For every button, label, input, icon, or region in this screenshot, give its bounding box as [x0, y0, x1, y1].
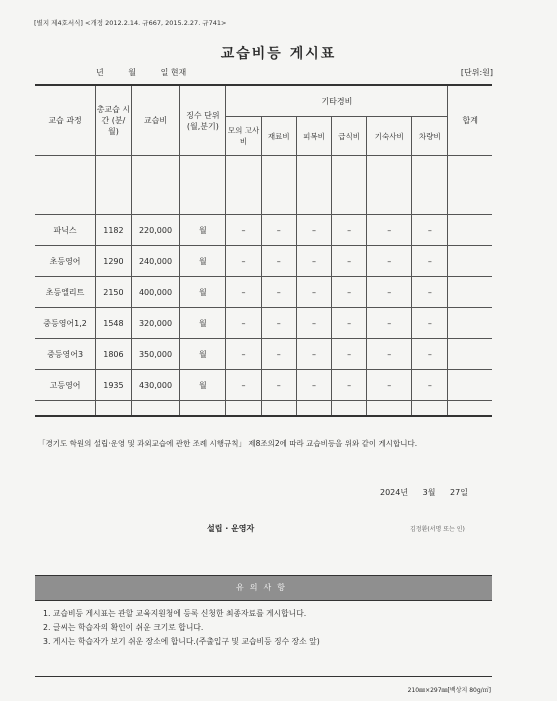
- total-cell: [448, 308, 492, 339]
- materials-cell: –: [261, 370, 296, 401]
- header-collection-unit: 징수 단위 (월,분기): [180, 85, 226, 156]
- header-materials: 재료비: [261, 117, 296, 156]
- form-note: [별지 제4호서식] <개정 2012.2.14. 규667, 2015.2.27. 규741>: [34, 19, 227, 27]
- time-cell: 1548: [96, 308, 132, 339]
- dormitory-cell: –: [367, 246, 412, 277]
- header-other-fees: 기타경비: [226, 85, 448, 117]
- vehicle-cell: –: [412, 308, 448, 339]
- time-cell: 1806: [96, 339, 132, 370]
- month-label: 월: [128, 68, 137, 77]
- unit-cell: 월: [180, 339, 226, 370]
- meals-cell: –: [332, 370, 367, 401]
- time-cell: 2150: [96, 277, 132, 308]
- header-clothing: 피복비: [296, 117, 331, 156]
- sign-month: 3월: [422, 488, 436, 497]
- fee-table: [35, 84, 492, 417]
- mock-exam-cell: –: [226, 370, 261, 401]
- unit-cell: 월: [180, 277, 226, 308]
- spacer-row: [35, 401, 492, 417]
- signature-name: 김정환(서명 또는 인): [410, 526, 465, 533]
- course-cell: 중등영어3: [35, 339, 96, 370]
- vehicle-cell: –: [412, 215, 448, 246]
- dormitory-cell: –: [367, 370, 412, 401]
- clothing-cell: –: [296, 277, 331, 308]
- materials-cell: –: [261, 246, 296, 277]
- table-row: [35, 246, 492, 277]
- as-of-date: [96, 67, 208, 78]
- note-item: 2. 글씨는 학습자의 확인이 쉬운 크기로 합니다.: [43, 623, 204, 632]
- header-vehicle: 차량비: [412, 117, 448, 156]
- total-cell: [448, 339, 492, 370]
- header-meals: 급식비: [332, 117, 367, 156]
- vehicle-cell: –: [412, 370, 448, 401]
- unit-cell: 월: [180, 370, 226, 401]
- operator-label: 설립 · 운영자: [207, 524, 255, 533]
- tuition-cell: 240,000: [131, 246, 180, 277]
- notes-box: [35, 575, 492, 677]
- header-mock-exam: 모의 고사비: [226, 117, 261, 156]
- vehicle-cell: –: [412, 277, 448, 308]
- materials-cell: –: [261, 339, 296, 370]
- tuition-cell: 400,000: [131, 277, 180, 308]
- header-total: 합계: [448, 85, 492, 156]
- meals-cell: –: [332, 339, 367, 370]
- statement-text: 「경기도 학원의 설립·운영 및 과외교습에 관한 조례 시행규칙」 제8조의2에 따라 교습비등을 위와 같이 게시합니다.: [38, 439, 418, 448]
- header-total-time: 총교습 시간 (분/월): [96, 85, 132, 156]
- table-row: [35, 308, 492, 339]
- meals-cell: –: [332, 308, 367, 339]
- notes-list: [43, 607, 492, 649]
- clothing-cell: –: [296, 215, 331, 246]
- mock-exam-cell: –: [226, 339, 261, 370]
- clothing-cell: –: [296, 246, 331, 277]
- unit-cell: 월: [180, 308, 226, 339]
- course-cell: 초등엘리트: [35, 277, 96, 308]
- vehicle-cell: –: [412, 246, 448, 277]
- paper-spec: 210㎜×297㎜[백상지 80g/㎡]: [407, 687, 491, 694]
- sign-day: 27일: [450, 488, 468, 497]
- tuition-cell: 350,000: [131, 339, 180, 370]
- table-row: [35, 215, 492, 246]
- materials-cell: –: [261, 215, 296, 246]
- sign-year: 2024년: [380, 488, 409, 497]
- course-cell: 중등영어1,2: [35, 308, 96, 339]
- total-cell: [448, 277, 492, 308]
- meals-cell: –: [332, 277, 367, 308]
- time-cell: 1290: [96, 246, 132, 277]
- page-title: 교습비등 게시표: [220, 46, 337, 62]
- unit-label: [단위:원]: [460, 68, 493, 77]
- clothing-cell: –: [296, 370, 331, 401]
- course-cell: 고등영어: [35, 370, 96, 401]
- materials-cell: –: [261, 308, 296, 339]
- mock-exam-cell: –: [226, 215, 261, 246]
- total-cell: [448, 215, 492, 246]
- time-cell: 1935: [96, 370, 132, 401]
- dormitory-cell: –: [367, 339, 412, 370]
- tuition-cell: 320,000: [131, 308, 180, 339]
- day-label: 일 현재: [160, 68, 187, 77]
- tuition-cell: 430,000: [131, 370, 180, 401]
- signature-date: [380, 487, 480, 498]
- materials-cell: –: [261, 277, 296, 308]
- total-cell: [448, 246, 492, 277]
- dormitory-cell: –: [367, 277, 412, 308]
- clothing-cell: –: [296, 339, 331, 370]
- unit-cell: 월: [180, 246, 226, 277]
- course-cell: 초등영어: [35, 246, 96, 277]
- dormitory-cell: –: [367, 215, 412, 246]
- spacer-row: [35, 156, 492, 215]
- total-cell: [448, 370, 492, 401]
- header-course: 교습 과정: [35, 85, 96, 156]
- table-row: [35, 370, 492, 401]
- vehicle-cell: –: [412, 339, 448, 370]
- mock-exam-cell: –: [226, 246, 261, 277]
- mock-exam-cell: –: [226, 308, 261, 339]
- notes-heading: 유의사항: [35, 576, 492, 601]
- table-row: [35, 277, 492, 308]
- header-dormitory: 기숙사비: [367, 117, 412, 156]
- course-cell: 파닉스: [35, 215, 96, 246]
- meals-cell: –: [332, 215, 367, 246]
- clothing-cell: –: [296, 308, 331, 339]
- meals-cell: –: [332, 246, 367, 277]
- note-item: 1. 교습비등 게시표는 관할 교육지원청에 등록 신청한 최종자료를 게시합니다.: [43, 609, 307, 618]
- unit-cell: 월: [180, 215, 226, 246]
- header-tuition: 교습비: [131, 85, 180, 156]
- note-item: 3. 게시는 학습자가 보기 쉬운 장소에 합니다.(주출입구 및 교습비등 징수 장소 앞): [43, 637, 320, 646]
- mock-exam-cell: –: [226, 277, 261, 308]
- table-row: [35, 339, 492, 370]
- dormitory-cell: –: [367, 308, 412, 339]
- time-cell: 1182: [96, 215, 132, 246]
- tuition-cell: 220,000: [131, 215, 180, 246]
- year-label: 년: [96, 68, 104, 77]
